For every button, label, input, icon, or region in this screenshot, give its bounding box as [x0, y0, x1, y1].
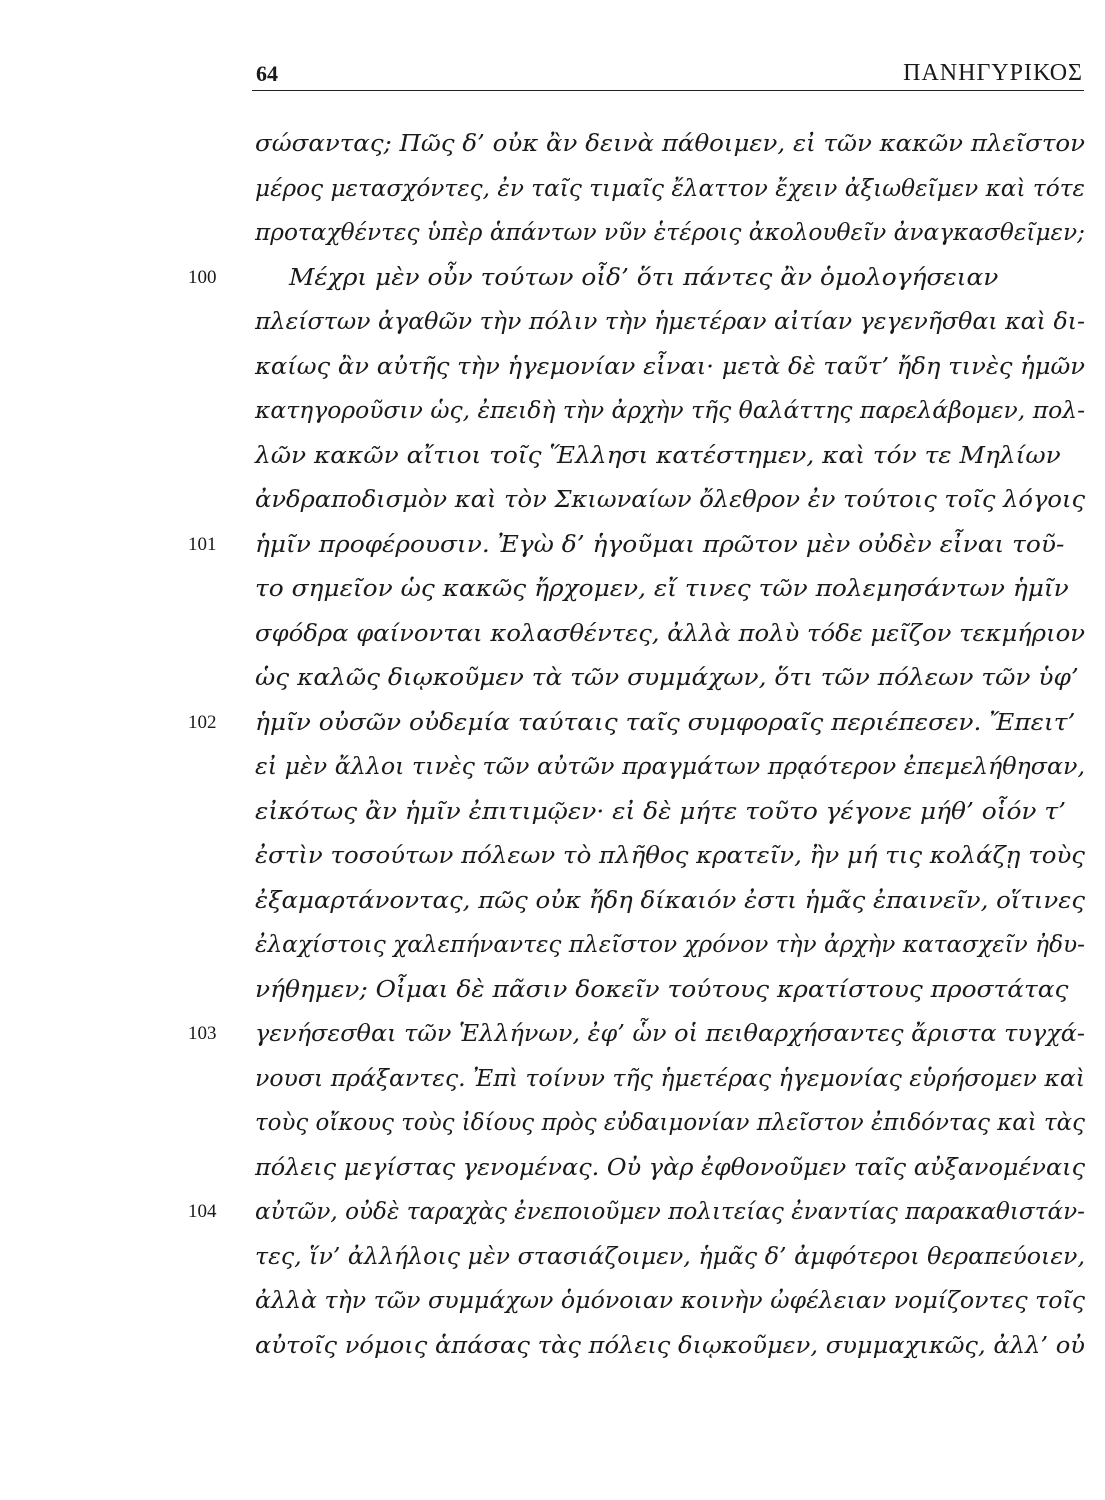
section-number-101: 101: [188, 533, 217, 555]
text-body: [255, 122, 1085, 1368]
text-line: ἐστὶν τοσούτων πόλεων τὸ πλῆθος κρατεῖν, ἢν μή τις κολάζῃ τοὺς: [255, 843, 1085, 869]
text-line: ἀνδραποδισμὸν καὶ τὸν Σκιωναίων ὄλεθρον ἐν τούτοις τοῖς λόγοις: [255, 487, 1085, 513]
text-line: καίως ἂν αὐτῆς τὴν ἡγεμονίαν εἶναι· μετὰ δὲ ταῦτ’ ἤδη τινὲς ἡμῶν: [255, 353, 1085, 380]
text-line: τοὺς οἴκους τοὺς ἰδίους πρὸς εὐδαιμονίαν πλεῖστον ἐπιδόντας καὶ τὰς: [255, 1110, 1085, 1136]
page-number: 64: [256, 61, 278, 86]
section-number-100: 100: [188, 266, 217, 288]
text-line: κατηγοροῦσιν ὡς, ἐπειδὴ τὴν ἀρχὴν τῆς θαλάττης παρελάβομεν, πολ-: [255, 398, 1085, 424]
text-line: εἰκότως ἂν ἡμῖν ἐπιτιμῷεν· εἰ δὲ μήτε τοῦτο γέγονε μήθ’ οἷόν τ’: [255, 798, 1067, 825]
text-line: αὐτῶν, οὐδὲ ταραχὰς ἐνεποιοῦμεν πολιτείας ἐναντίας παρακαθιστάν-: [255, 1199, 1085, 1225]
text-line: ὡς καλῶς διῳκοῦμεν τὰ τῶν συμμάχων, ὅτι τῶν πόλεων τῶν ὑφ’: [255, 665, 1079, 691]
text-line: το σημεῖον ὡς κακῶς ἤρχομεν, εἴ τινες τῶν πολεμησάντων ἡμῖν: [255, 576, 1069, 602]
text-line: νουσι πράξαντες. Ἐπὶ τοίνυν τῆς ἡμετέρας ἡγεμονίας εὑρήσομεν καὶ: [255, 1065, 1085, 1092]
text-line: ἐλαχίστοις χαλεπήναντες πλεῖστον χρόνον τὴν ἀρχὴν κατασχεῖν ἠδυ-: [255, 932, 1085, 958]
header-rule: [252, 90, 1084, 91]
text-line: σώσαντας; Πῶς δ’ οὐκ ἂν δεινὰ πάθοιμεν, εἰ τῶν κακῶν πλεῖστον: [255, 131, 1085, 157]
text-line: Μέχρι μὲν οὖν τούτων οἶδ’ ὅτι πάντες ἂν ὁμολογήσειαν: [289, 264, 999, 291]
text-line: λῶν κακῶν αἴτιοι τοῖς Ἕλλησι κατέστημεν, καὶ τόν τε Μηλίων: [255, 442, 1061, 469]
text-line: τες, ἵν’ ἀλλήλοις μὲν στασιάζοιμεν, ἡμᾶς δ’ ἀμφότεροι θεραπεύοιεν,: [255, 1243, 1085, 1270]
text-line: νήθημεν; Οἶμαι δὲ πᾶσιν δοκεῖν τούτους κρατίστους προστάτας: [255, 976, 1069, 1003]
text-line: ἡμῖν οὐσῶν οὐδεμία ταύταις ταῖς συμφοραῖς περιέπεσεν. Ἔπειτ’: [255, 709, 1076, 736]
running-title: ΠΑΝΗΓΥΡΙΚΟΣ: [903, 60, 1083, 86]
text-line: πλείστων ἀγαθῶν τὴν πόλιν τὴν ἡμετέραν αἰτίαν γεγενῆσθαι καὶ δι-: [255, 309, 1085, 335]
text-line: προταχθέντες ὑπὲρ ἁπάντων νῦν ἑτέροις ἀκολουθεῖν ἀναγκασθεῖμεν;: [255, 220, 1085, 246]
text-line: πόλεις μεγίστας γενομένας. Οὐ γὰρ ἐφθονοῦμεν ταῖς αὐξανομέναις: [255, 1154, 1085, 1181]
text-line: μέρος μετασχόντες, ἐν ταῖς τιμαῖς ἔλαττον ἔχειν ἀξιωθεῖμεν καὶ τότε: [255, 175, 1085, 202]
section-number-103: 103: [188, 1023, 217, 1044]
text-line: εἰ μὲν ἄλλοι τινὲς τῶν αὐτῶν πραγμάτων πρᾳότερον ἐπεμελήθησαν,: [255, 754, 1085, 780]
text-line: σφόδρα φαίνονται κολασθέντες, ἀλλὰ πολὺ τόδε μεῖζον τεκμήριον: [255, 620, 1085, 647]
section-number-102: 102: [188, 711, 217, 733]
section-number-104: 104: [188, 1201, 217, 1222]
text-line: ἡμῖν προφέρουσιν. Ἐγὼ δ’ ἡγοῦμαι πρῶτον μὲν οὐδὲν εἶναι τοῦ-: [255, 531, 1065, 558]
text-line: ἐξαμαρτάνοντας, πῶς οὐκ ἤδη δίκαιόν ἐστι ἡμᾶς ἐπαινεῖν, οἵτινες: [255, 887, 1085, 914]
text-line: γενήσεσθαι τῶν Ἑλλήνων, ἐφ’ ὧν οἱ πειθαρχήσαντες ἄριστα τυγχά-: [255, 1021, 1085, 1047]
text-line: ἀλλὰ τὴν τῶν συμμάχων ὁμόνοιαν κοινὴν ὠφέλειαν νομίζοντες τοῖς: [255, 1288, 1085, 1314]
text-line: αὐτοῖς νόμοις ἁπάσας τὰς πόλεις διῳκοῦμεν, συμμαχικῶς, ἀλλ’ οὐ: [255, 1332, 1085, 1359]
